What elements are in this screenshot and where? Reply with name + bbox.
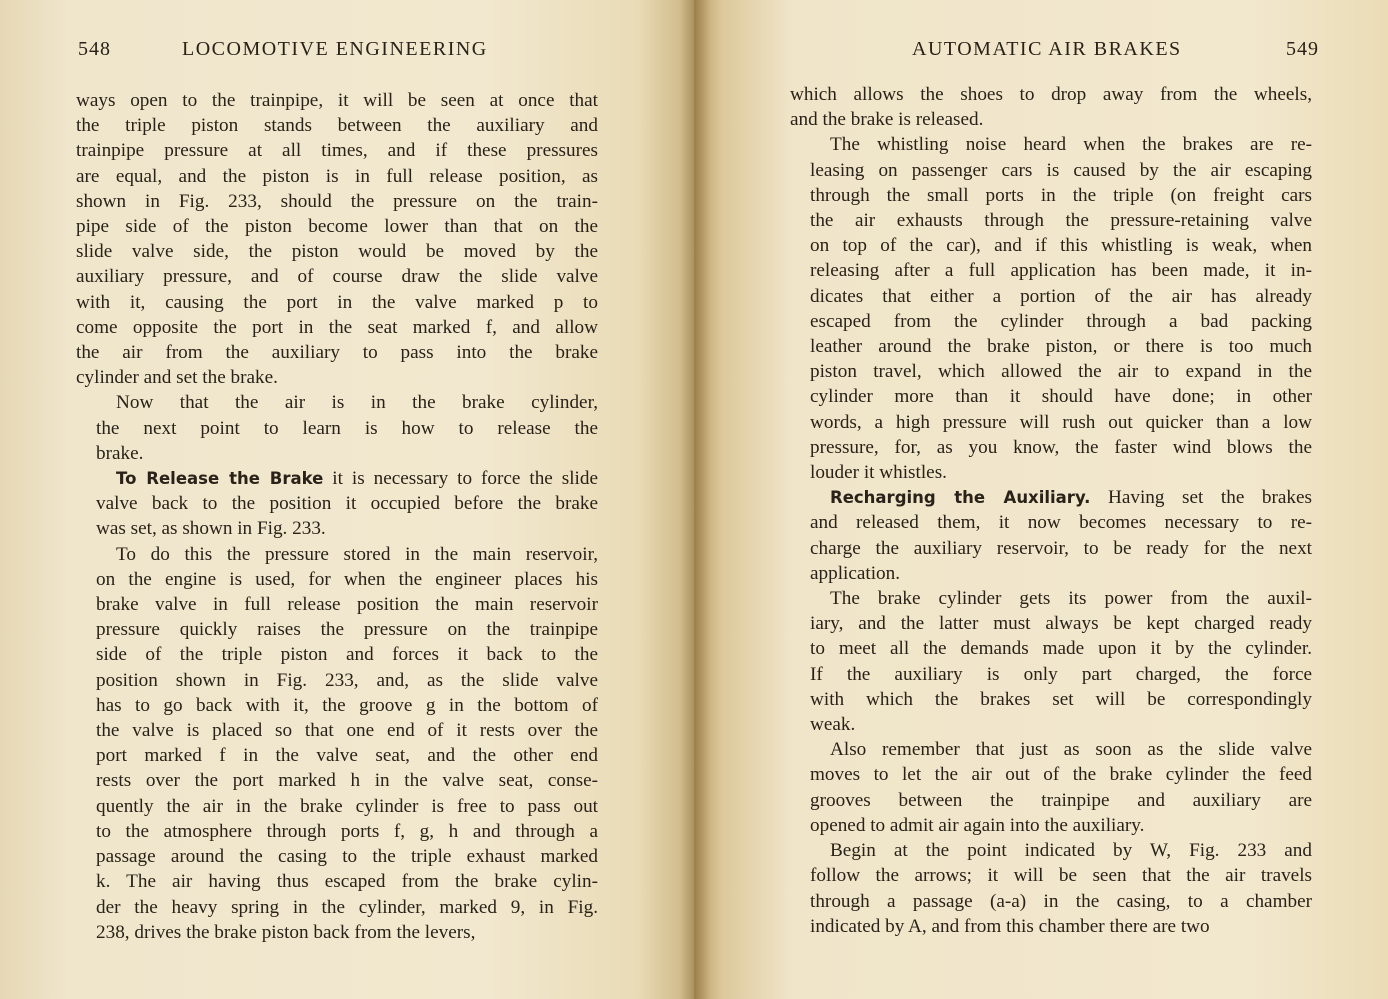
paragraph	[76, 390, 598, 466]
text-line	[76, 138, 598, 163]
paragraph	[790, 586, 1312, 737]
line-text: piston travel, which allowed the air to expand in the	[810, 361, 1312, 383]
text-line	[790, 208, 1312, 233]
paragraph	[790, 82, 1312, 132]
line-text: come opposite the port in the seat marked f, and allow	[76, 316, 598, 338]
text-line	[790, 813, 1312, 838]
line-text: charge the auxiliary reservoir, to be ready for the next	[810, 537, 1312, 559]
line-text: words, a high pressure will rush out quicker than a low	[810, 411, 1312, 433]
text-line	[790, 284, 1312, 309]
text-line	[790, 309, 1312, 334]
text-line	[790, 636, 1312, 661]
right-page	[694, 0, 1388, 999]
page-body	[790, 82, 1312, 939]
paragraph	[790, 132, 1312, 485]
line-text: quently the air in the brake cylinder is free to pass out	[96, 795, 598, 817]
running-head: LOCOMOTIVE ENGINEERING	[182, 38, 488, 60]
line-text: port marked f in the valve seat, and the other end	[96, 745, 598, 767]
text-line	[76, 592, 598, 617]
text-line	[790, 788, 1312, 813]
text-line	[76, 718, 598, 743]
line-text: to meet all the demands made upon it by the cylinder.	[810, 638, 1312, 660]
page-body	[76, 88, 598, 945]
line-text: the next point to learn is how to release the	[96, 417, 598, 439]
line-text: on the engine is used, for when the engineer places his	[96, 568, 598, 590]
text-line	[76, 390, 598, 415]
text-line	[790, 410, 1312, 435]
line-text: valve back to the position it occupied before the brake	[96, 493, 598, 515]
line-text: with it, causing the port in the valve marked p to	[76, 291, 598, 313]
page-number: 549	[1286, 38, 1319, 60]
text-line	[790, 536, 1312, 561]
text-line	[76, 416, 598, 441]
text-line	[76, 491, 598, 516]
text-line	[76, 668, 598, 693]
text-line	[790, 586, 1312, 611]
line-text: auxiliary pressure, and of course draw the slide valve	[76, 266, 598, 288]
line-text: moves to let the air out of the brake cylinder the feed	[810, 764, 1312, 786]
text-line	[790, 485, 1312, 510]
text-line	[76, 214, 598, 239]
text-line	[76, 869, 598, 894]
running-head: AUTOMATIC AIR BRAKES	[912, 38, 1182, 60]
line-text: slide valve side, the piston would be moved by the	[76, 241, 598, 263]
text-line	[790, 359, 1312, 384]
text-line	[790, 132, 1312, 157]
text-line	[76, 617, 598, 642]
text-line	[76, 315, 598, 340]
line-text: pressure, for, as you know, the faster wind blows the	[810, 436, 1312, 458]
line-text: louder it whistles.	[810, 462, 947, 484]
text-line	[76, 920, 598, 945]
line-text: are equal, and the piston is in full release position, as	[76, 165, 598, 187]
line-text: the air from the auxiliary to pass into the brake	[76, 342, 598, 364]
line-text: opened to admit air again into the auxiliary.	[810, 814, 1145, 836]
paragraph-heading: To Release the Brake	[116, 469, 324, 489]
line-text: on top of the car), and if this whistling is weak, when	[810, 235, 1312, 257]
line-text: Begin at the point indicated by W, Fig. 233 and	[830, 840, 1312, 862]
text-line	[790, 183, 1312, 208]
line-text: indicated by A, and from this chamber there are two	[810, 915, 1210, 937]
text-line	[76, 794, 598, 819]
line-text: The whistling noise heard when the brakes are re-	[830, 134, 1312, 156]
text-line	[790, 838, 1312, 863]
text-line	[790, 712, 1312, 737]
text-line	[76, 844, 598, 869]
line-text: ways open to the trainpipe, it will be seen at once that	[76, 90, 598, 111]
line-text: rests over the port marked h in the valve seat, conse-	[96, 770, 598, 792]
paragraph	[76, 542, 598, 945]
line-text: Now that the air is in the brake cylinder,	[116, 392, 598, 414]
paragraph	[76, 88, 598, 390]
line-text: with which the brakes set will be correspondingly	[810, 688, 1312, 710]
line-text: releasing after a full application has been made, it in-	[810, 260, 1312, 282]
line-text: leather around the brake piston, or there is too much	[810, 336, 1312, 358]
line-text: and released them, it now becomes necessary to re-	[810, 512, 1312, 534]
book-gutter	[680, 0, 710, 999]
line-text: If the auxiliary is only part charged, the force	[810, 663, 1312, 685]
line-text: application.	[810, 562, 901, 584]
line-text: grooves between the trainpipe and auxiliary are	[810, 789, 1312, 811]
line-text: 238, drives the brake piston back from the levers,	[96, 921, 476, 943]
text-line	[76, 441, 598, 466]
line-text: The brake cylinder gets its power from the auxil-	[830, 588, 1312, 610]
paragraph	[76, 466, 598, 542]
line-text: Having set the brakes	[1090, 487, 1312, 509]
text-line	[76, 264, 598, 289]
text-line	[76, 567, 598, 592]
line-text: pressure quickly raises the pressure on the trainpipe	[96, 619, 598, 641]
text-line	[76, 542, 598, 567]
line-text: side of the triple piston and forces it back to the	[96, 644, 598, 666]
paragraph	[790, 737, 1312, 838]
line-text: iary, and the latter must always be kept charged ready	[810, 613, 1312, 635]
text-line	[790, 435, 1312, 460]
text-line	[76, 88, 598, 113]
line-text: shown in Fig. 233, should the pressure on the train-	[76, 190, 598, 212]
text-line	[790, 737, 1312, 762]
text-line	[790, 82, 1312, 107]
text-line	[76, 768, 598, 793]
line-text: which allows the shoes to drop away from the wheels,	[790, 84, 1312, 105]
text-line	[790, 258, 1312, 283]
line-text: brake.	[96, 442, 144, 464]
line-text: pipe side of the piston become lower than that on the	[76, 216, 598, 238]
text-line	[76, 164, 598, 189]
text-line	[790, 889, 1312, 914]
text-line	[790, 510, 1312, 535]
text-line	[790, 561, 1312, 586]
line-text: cylinder and set the brake.	[76, 367, 278, 389]
text-line	[76, 819, 598, 844]
line-text: To do this the pressure stored in the main reservoir,	[116, 543, 598, 565]
text-line	[76, 113, 598, 138]
line-text: k. The air having thus escaped from the brake cylin-	[96, 871, 598, 893]
line-text: through a passage (a-a) in the casing, to a chamber	[810, 890, 1312, 912]
line-text: through the small ports in the triple (on freight cars	[810, 184, 1312, 206]
line-text: the triple piston stands between the auxiliary and	[76, 115, 598, 137]
line-text: it is necessary to force the slide	[323, 468, 598, 490]
text-line	[76, 340, 598, 365]
line-text: the valve is placed so that one end of it rests over the	[96, 720, 598, 742]
text-line	[76, 693, 598, 718]
line-text: Also remember that just as soon as the slide valve	[830, 739, 1312, 761]
line-text: to the atmosphere through ports f, g, h and through a	[96, 820, 598, 842]
text-line	[790, 158, 1312, 183]
text-line	[790, 863, 1312, 888]
paragraph	[790, 485, 1312, 586]
line-text: position shown in Fig. 233, and, as the slide valve	[96, 669, 598, 691]
text-line	[76, 189, 598, 214]
text-line	[790, 687, 1312, 712]
line-text: passage around the casing to the triple exhaust marked	[96, 846, 598, 868]
paragraph	[790, 838, 1312, 939]
line-text: der the heavy spring in the cylinder, marked 9, in Fig.	[96, 896, 598, 918]
line-text: was set, as shown in Fig. 233.	[96, 518, 326, 540]
text-line	[790, 460, 1312, 485]
text-line	[76, 743, 598, 768]
line-text: weak.	[810, 714, 856, 736]
text-line	[76, 239, 598, 264]
line-text: brake valve in full release position the main reservoir	[96, 594, 598, 616]
line-text: has to go back with it, the groove g in the bottom of	[96, 694, 598, 716]
text-line	[76, 516, 598, 541]
text-line	[76, 895, 598, 920]
line-text: follow the arrows; it will be seen that the air travels	[810, 865, 1312, 887]
line-text: and the brake is released.	[790, 109, 984, 131]
text-line	[790, 107, 1312, 132]
text-line	[76, 466, 598, 491]
line-text: trainpipe pressure at all times, and if these pressures	[76, 140, 598, 162]
line-text: leasing on passenger cars is caused by the air escaping	[810, 159, 1312, 181]
text-line	[790, 662, 1312, 687]
text-line	[790, 334, 1312, 359]
page-number: 548	[78, 38, 111, 60]
text-line	[790, 384, 1312, 409]
line-text: escaped from the cylinder through a bad packing	[810, 310, 1312, 332]
text-line	[790, 611, 1312, 636]
line-text: the air exhausts through the pressure-retaining valve	[810, 210, 1312, 232]
text-line	[790, 233, 1312, 258]
text-line	[790, 762, 1312, 787]
paragraph-heading: Recharging the Auxiliary.	[830, 488, 1091, 508]
line-text: dicates that either a portion of the air has already	[810, 285, 1312, 307]
text-line	[790, 914, 1312, 939]
text-line	[76, 365, 598, 390]
text-line	[76, 290, 598, 315]
line-text: cylinder more than it should have done; in other	[810, 386, 1312, 408]
text-line	[76, 642, 598, 667]
